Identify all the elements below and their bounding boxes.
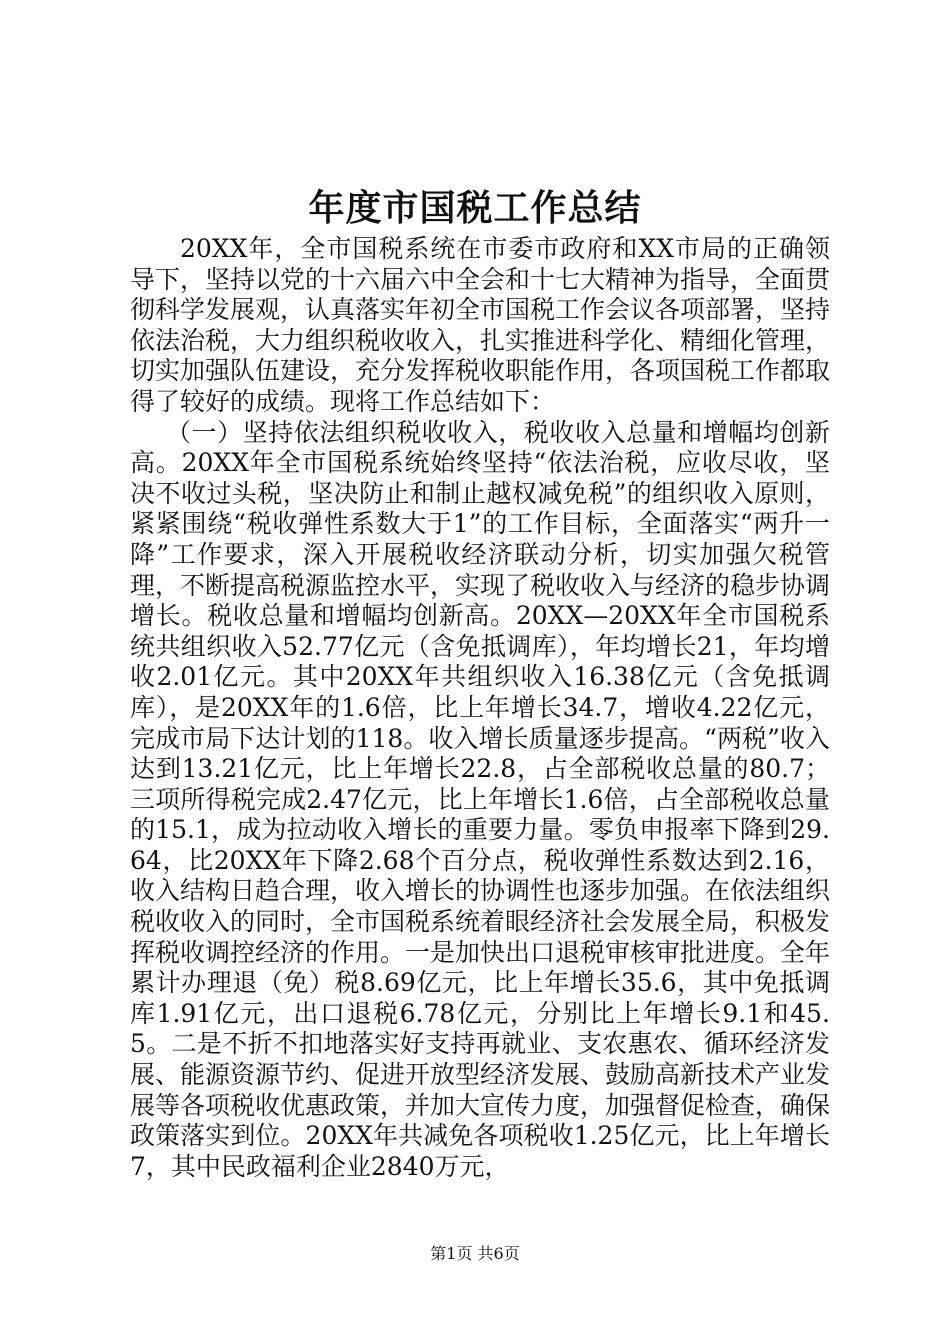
- paragraph-intro: 20XX年，全市国税系统在市委市政府和XX市局的正确领导下，坚持以党的十六届六中全会和十七大精神为指导，全面贯彻科学发展观，认真落实年初全市国税工作会议各项部署，坚持依法治税，大力组织税收收入，扎实推进科学化、精细化管理，切实加强队伍建设，充分发挥税收职能作用，各项国税工作都取得了较好的成绩。现将工作总结如下：: [130, 234, 831, 416]
- page-footer: 第1页 共6页: [430, 1244, 520, 1263]
- document-body: [130, 234, 830, 1182]
- page-title: 年度市国税工作总结: [308, 187, 642, 229]
- paragraph-section-1: （一）坚持依法组织税收收入，税收收入总量和增幅均创新高。20XX年全市国税系统始终坚持“依法治税，应收尽收，坚决不收过头税，坚决防止和制止越权减免税”的组织收入原则，紧紧围绕“税收弹性系数大于1”的工作目标，全面落实“两升一降”工作要求，深入开展税收经济联动分析，切实加强欠税管理，不断提高税源监控水平，实现了税收收入与经济的稳步协调增长。税收总量和增幅均创新高。20XX—20XX年全市国税系统共组织收入52.77亿元（含免抵调库），年均增长21，年均增收2.01亿元。其中20XX年共组织收入16.38亿元（含免抵调库），是20XX年的1.6倍，比上年增长34.7，增收4.22亿元，完成市局下达计划的118。收入增长质量逐步提高。“两税”收入达到13.21亿元，比上年增长22.8，占全部税收总量的80.7；三项所得税完成2.47亿元，比上年增长1.6倍，占全部税收总量的15.1，成为拉动收入增长的重要力量。零负申报率下降到29.64，比20XX年下降2.68个百分点，税收弹性系数达到2.16，收入结构日趋合理，收入增长的协调性也逐步加强。在依法组织税收收入的同时，全市国税系统着眼经济社会发展全局，积极发挥税收调控经济的作用。一是加快出口退税审核审批进度。全年累计办理退（免）税8.69亿元，比上年增长35.6，其中免抵调库1.91亿元，出口退税6.78亿元，分别比上年增长9.1和45.5。二是不折不扣地落实好支持再就业、支农惠农、循环经济发展、能源资源节约、促进开放型经济发展、鼓励高新技术产业发展等各项税收优惠政策，并加大宣传力度，加强督促检查，确保政策落实到位。20XX年共减免各项税收1.25亿元，比上年增长7，其中民政福利企业2840万元，: [130, 417, 831, 1181]
